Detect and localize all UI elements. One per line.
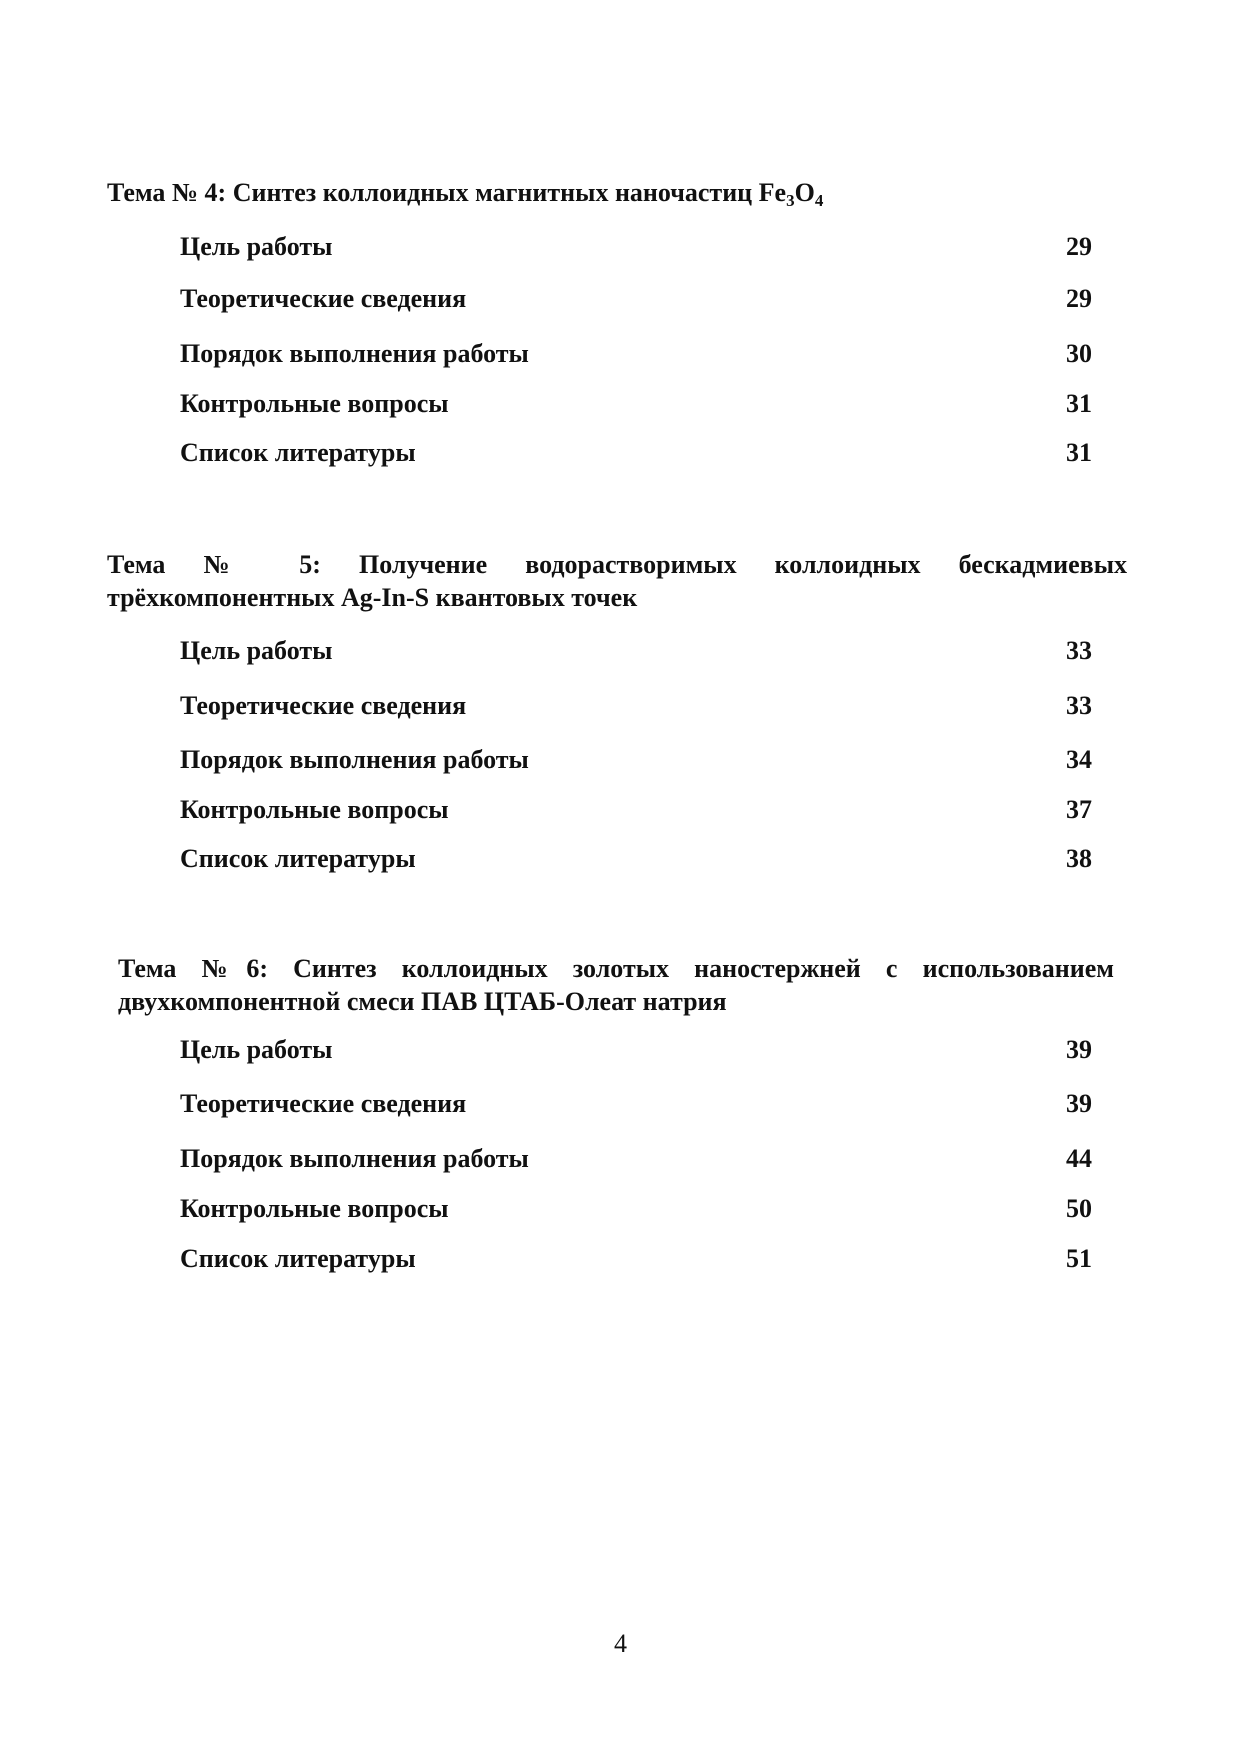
toc-entry[interactable] xyxy=(180,793,1092,827)
toc-entry-title: Контрольные вопросы xyxy=(180,1194,449,1223)
toc-entry[interactable] xyxy=(180,282,1092,316)
toc-entry-page: 39 xyxy=(1066,1035,1092,1064)
toc-entry-page: 29 xyxy=(1066,232,1092,261)
toc-entry[interactable] xyxy=(180,689,1092,723)
toc-entry-title: Цель работы xyxy=(180,232,333,261)
toc-entry[interactable] xyxy=(180,1087,1092,1121)
toc-entry-title: Теоретические сведения xyxy=(180,1089,467,1118)
toc-entry[interactable] xyxy=(180,387,1092,421)
toc-entry[interactable] xyxy=(180,743,1092,777)
toc-entry[interactable] xyxy=(180,337,1092,371)
toc-entry-title: Список литературы xyxy=(180,438,416,467)
topic-4-heading-text: Тема № 4: Синтез коллоидных магнитных наночастиц Fe xyxy=(107,178,787,207)
toc-entry-title: Список литературы xyxy=(180,1244,416,1273)
toc-entry[interactable] xyxy=(180,230,1092,264)
toc-entry-page: 31 xyxy=(1066,438,1092,467)
toc-entry-title: Порядок выполнения работы xyxy=(180,745,529,774)
toc-entry[interactable] xyxy=(180,842,1092,876)
toc-entry-title: Теоретические сведения xyxy=(180,284,467,313)
toc-entry[interactable] xyxy=(180,436,1092,470)
toc-entry[interactable] xyxy=(180,1242,1092,1276)
toc-entry-title: Список литературы xyxy=(180,844,416,873)
toc-entry[interactable] xyxy=(180,634,1092,668)
toc-entry-title: Контрольные вопросы xyxy=(180,389,449,418)
toc-entry[interactable] xyxy=(180,1033,1092,1067)
toc-entry-page: 30 xyxy=(1066,339,1092,368)
toc-entry-title: Контрольные вопросы xyxy=(180,795,449,824)
toc-entry-page: 33 xyxy=(1066,691,1092,720)
toc-entry-title: Цель работы xyxy=(180,1035,333,1064)
toc-entry-page: 50 xyxy=(1066,1194,1092,1223)
toc-entry[interactable] xyxy=(180,1192,1092,1226)
toc-entry-page: 51 xyxy=(1066,1244,1092,1273)
topic-6-heading: Тема №6: Синтез коллоидных золотых наностержней с использованием двухкомпонентной смеси ПАВ ЦТАБ-Олеат натрия xyxy=(118,954,1114,1016)
page-number: 4 xyxy=(614,1629,627,1658)
toc-entry-page: 38 xyxy=(1066,844,1092,873)
toc-entry-page: 33 xyxy=(1066,636,1092,665)
toc-entry-title: Цель работы xyxy=(180,636,333,665)
topic-4-heading xyxy=(107,176,1127,209)
toc-entry-title: Порядок выполнения работы xyxy=(180,339,529,368)
toc-entry-title: Теоретические сведения xyxy=(180,691,467,720)
toc-entry-page: 29 xyxy=(1066,284,1092,313)
toc-entry-page: 31 xyxy=(1066,389,1092,418)
toc-entry-title: Порядок выполнения работы xyxy=(180,1144,529,1173)
toc-entry-page: 37 xyxy=(1066,795,1092,824)
topic-4-subscript-3: 3 xyxy=(786,191,795,210)
topic-4-subscript-4: 4 xyxy=(814,191,824,210)
toc-entry-page: 39 xyxy=(1066,1089,1092,1118)
toc-entry-page: 34 xyxy=(1066,745,1092,774)
toc-entry-page: 44 xyxy=(1066,1144,1092,1173)
toc-entry[interactable] xyxy=(180,1142,1092,1176)
topic-4-heading-o: O xyxy=(794,178,815,207)
topic-5-heading: Тема № 5: Получение водорастворимых коллоидных бескадмиевых трёхкомпонентных Ag-In-S квантовых точек xyxy=(107,550,1127,612)
